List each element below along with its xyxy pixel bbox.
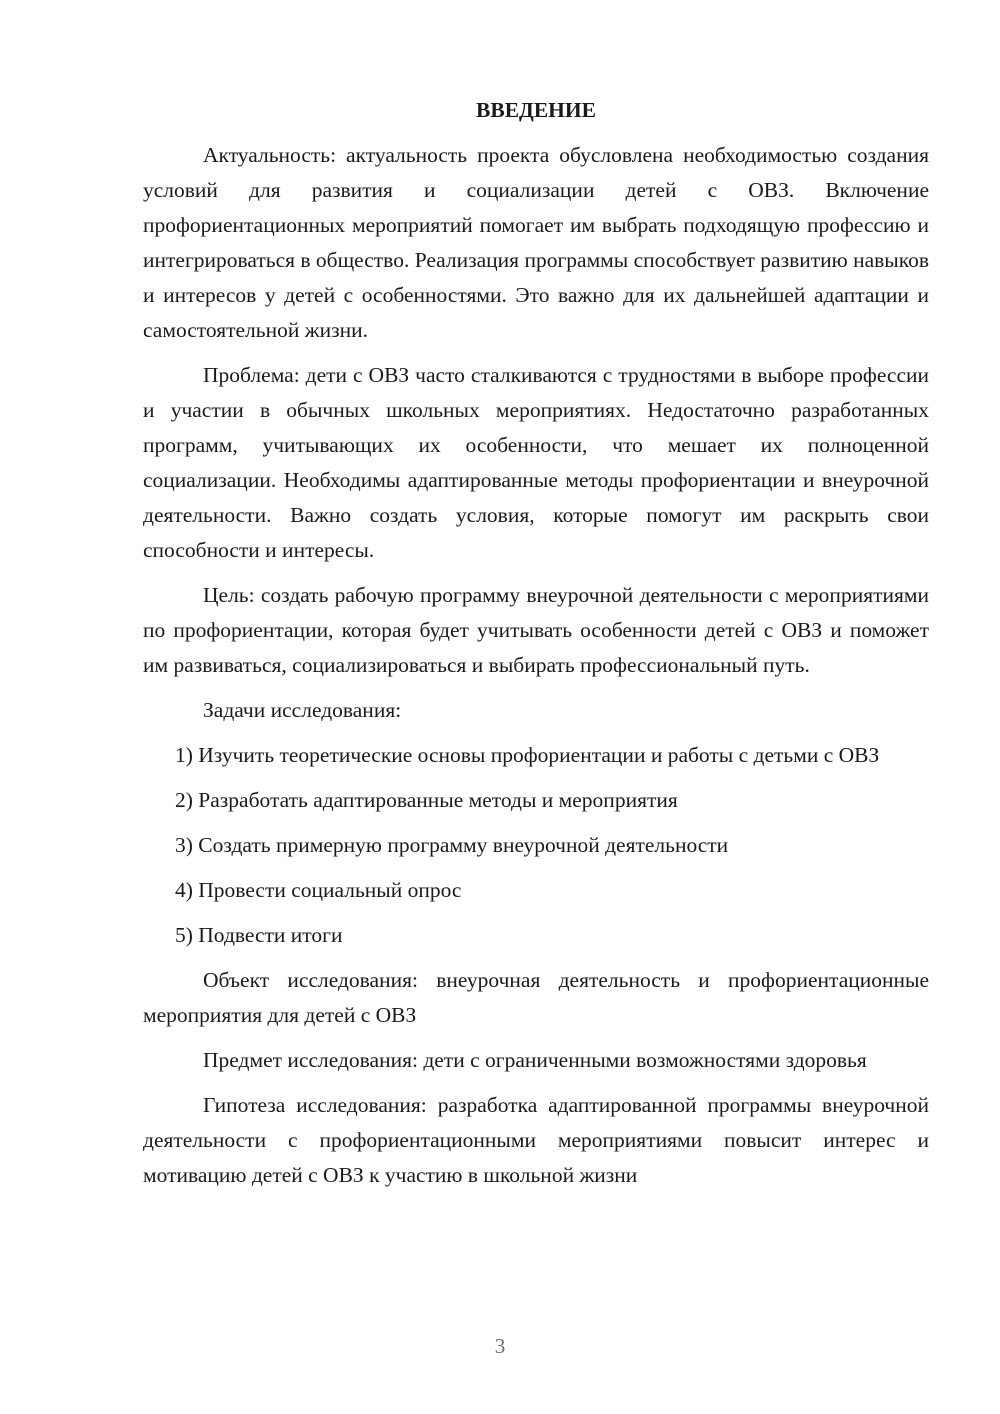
object-paragraph: Объект исследования: внеурочная деятельность и профориентационные мероприятия для детей с ОВЗ: [143, 968, 929, 1027]
hypothesis-paragraph: Гипотеза исследования: разработка адаптированной программы внеурочной деятельности с профориентационными мероприятиями повысит интерес и мотивацию детей с ОВЗ к участию в школьной жизни: [143, 1093, 929, 1187]
document-body: [143, 93, 929, 1203]
list-item: 1) Изучить теоретические основы профориентации и работы с детьми с ОВЗ: [175, 743, 880, 767]
relevance-paragraph: Актуальность: актуальность проекта обусловлена необходимостью создания условий для развития и социализации детей с ОВЗ. Включение профориентационных мероприятий помогает им выбрать подходящую профессию и интегрироваться в общество. Реализация программы способствует развитию навыков и интересов у детей с особенностями. Это важно для их дальнейшей адаптации и самостоятельной жизни.: [143, 143, 929, 342]
list-item: 4) Провести социальный опрос: [175, 878, 462, 902]
list-item: 2) Разработать адаптированные методы и мероприятия: [175, 788, 678, 812]
page-number: 3: [494, 1334, 506, 1358]
subject-paragraph: Предмет исследования: дети с ограниченными возможностями здоровья: [203, 1048, 867, 1072]
tasks-heading: Задачи исследования:: [203, 698, 402, 722]
goal-paragraph: Цель: создать рабочую программу внеурочной деятельности с мероприятиями по профориентации, которая будет учитывать особенности детей с ОВЗ и поможет им развиваться, социализироваться и выбирать профессиональный путь.: [143, 583, 929, 677]
list-item: 5) Подвести итоги: [175, 923, 343, 947]
tasks-list: [143, 738, 929, 953]
problem-paragraph: Проблема: дети с ОВЗ часто сталкиваются с трудностями в выборе профессии и участии в обычных школьных мероприятиях. Недостаточно разработанных программ, учитывающих их особенности, что мешает их полноценной социализации. Необходимы адаптированные методы профориентации и внеурочной деятельности. Важно создать условия, которые помогут им раскрыть свои способности и интересы.: [143, 363, 929, 562]
document-title: ВВЕДЕНИЕ: [476, 98, 596, 122]
list-item: 3) Создать примерную программу внеурочной деятельности: [175, 833, 729, 857]
